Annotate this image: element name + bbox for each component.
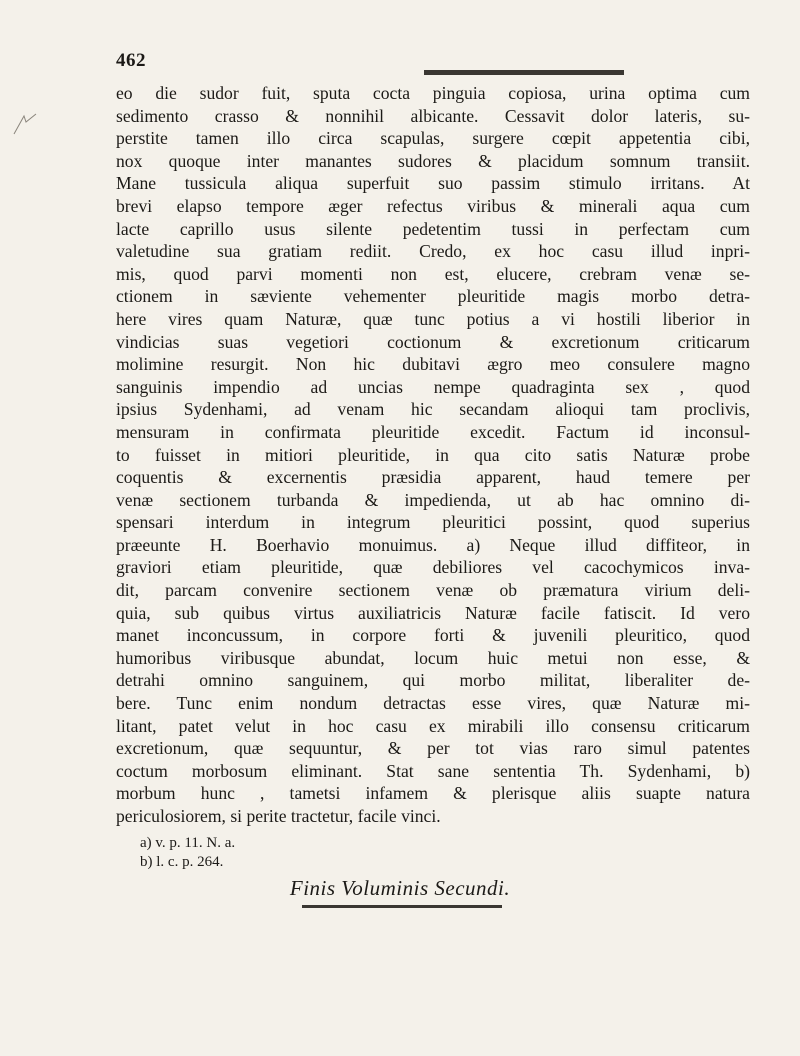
text-line: ipsius Sydenhami, ad venam hic secandam alioqui tam proclivis, xyxy=(116,399,750,420)
page-number: 462 xyxy=(116,50,146,71)
text-line: lacte caprillo usus silente pedetentim tussi in perfectam cum xyxy=(116,218,750,239)
footnote-b: b) l. c. p. 264. xyxy=(140,854,224,870)
text-line: bere. Tunc enim nondum detractas esse vires, quæ Naturæ mi- xyxy=(116,693,750,714)
text-line: Mane tussicula aliqua superfuit suo passim stimulo irritans. At xyxy=(116,173,750,194)
text-line: sanguinis impendio ad uncias nempe quadraginta sex , quod xyxy=(116,376,750,397)
body-text xyxy=(116,82,750,828)
footnote-a: a) v. p. 11. N. a. xyxy=(140,835,236,851)
text-line: excretionum, quæ sequuntur, & per tot vias raro simul patentes xyxy=(116,738,750,759)
text-line: molimine resurgit. Non hic dubitavi ægro meo consulere magno xyxy=(116,354,750,375)
text-line: graviori etiam pleuritide, quæ debiliores vel cacochymicos inva- xyxy=(116,557,750,578)
text-line: sedimento crasso & nonnihil albicante. Cessavit dolor lateris, su- xyxy=(116,105,750,126)
text-line: venæ sectionem turbanda & impedienda, ut ab hac omnino di- xyxy=(116,489,750,510)
text-line: periculosiorem, si perite tractetur, facile vinci. xyxy=(116,806,441,826)
footer-ornament-rule xyxy=(302,905,502,908)
text-line: here vires quam Naturæ, quæ tunc potius a vi hostili liberior in xyxy=(116,308,750,329)
text-line: quia, sub quibus virtus auxiliatricis Naturæ facile fatiscit. Id vero xyxy=(116,602,750,623)
header-ornament-rule xyxy=(424,70,624,75)
text-line: morbum hunc , tametsi infamem & plerisque aliis suapte natura xyxy=(116,783,750,804)
text-line: detrahi omnino sanguinem, qui morbo militat, liberaliter de- xyxy=(116,670,750,691)
text-line: to fuisset in mitiori pleuritide, in qua cito satis Naturæ probe xyxy=(116,444,750,465)
text-line: eo die sudor fuit, sputa cocta pinguia copiosa, urina optima cum xyxy=(116,83,750,103)
margin-pencil-mark xyxy=(12,112,38,142)
text-line: brevi elapso tempore æger refectus viribus & minerali aqua cum xyxy=(116,195,750,216)
text-line: ctionem in sæviente vehementer pleuritide magis morbo detra- xyxy=(116,286,750,307)
text-line: dit, parcam convenire sectionem venæ ob præmatura virium deli- xyxy=(116,580,750,601)
text-line: valetudine sua gratiam rediit. Credo, ex hoc casu illud inpri- xyxy=(116,241,750,262)
text-line: coquentis & excernentis præsidia apparent, haud temere per xyxy=(116,467,750,488)
text-line: humoribus viribusque abundat, locum huic metui non esse, & xyxy=(116,647,750,668)
footnotes xyxy=(140,834,540,872)
closing-line: Finis Voluminis Secundi. xyxy=(289,876,511,900)
text-line: perstite tamen illo circa scapulas, surgere cœpit appetentia cibi, xyxy=(116,128,750,149)
text-line: coctum morbosum eliminant. Stat sane sententia Th. Sydenhami, b) xyxy=(116,760,750,781)
text-line: vindicias suas vegetiori coctionum & excretionum criticarum xyxy=(116,331,750,352)
text-line: manet inconcussum, in corpore forti & juvenili pleuritico, quod xyxy=(116,625,750,646)
text-line: spensari interdum in integrum pleuritici possint, quod superius xyxy=(116,512,750,533)
text-line: præeunte H. Boerhavio monuimus. a) Neque illud diffiteor, in xyxy=(116,534,750,555)
text-line: mis, quod parvi momenti non est, elucere, crebram venæ se- xyxy=(116,263,750,284)
text-line: litant, patet velut in hoc casu ex mirabili illo consensu criticarum xyxy=(116,715,750,736)
text-line: nox quoque inter manantes sudores & placidum somnum transiit. xyxy=(116,150,750,171)
text-line: mensuram in confirmata pleuritide excedit. Factum id inconsul- xyxy=(116,421,750,442)
